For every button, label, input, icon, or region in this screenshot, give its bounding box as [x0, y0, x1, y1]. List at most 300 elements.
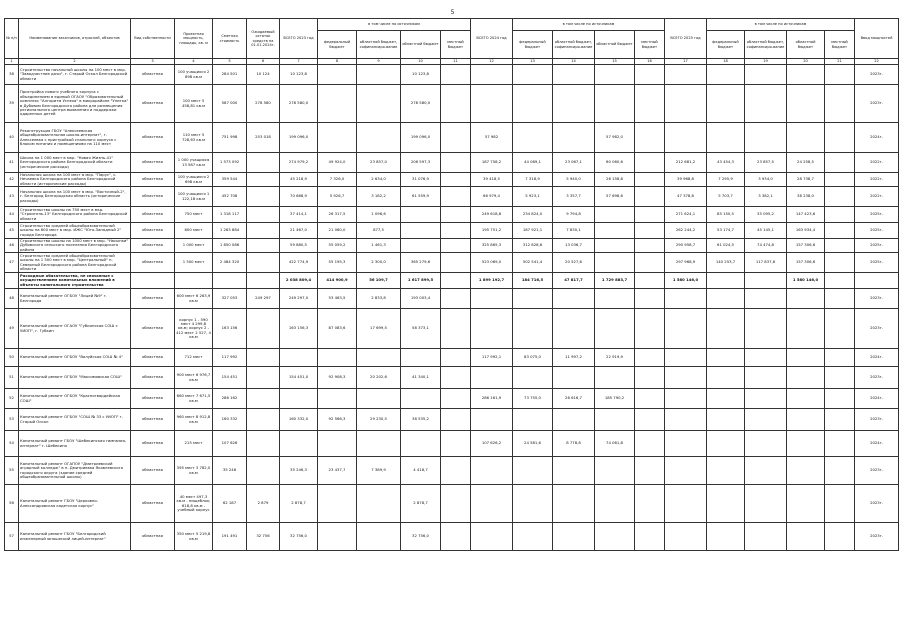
regional-cofin-2023 — [357, 349, 401, 367]
table-row — [5, 389, 899, 409]
total-2023: 249 297,0 — [280, 289, 318, 309]
estimate-cost: 286 162 — [213, 389, 247, 409]
federal-2023: 7 326,0 — [318, 173, 357, 187]
column-index-cell: 20 — [787, 59, 825, 65]
total-2024 — [471, 409, 513, 431]
regional-cofin-2024: 11 997,2 — [553, 349, 595, 367]
federal-2024: 83 075,0 — [513, 349, 553, 367]
column-index-cell: 10 — [401, 59, 441, 65]
local-2024 — [635, 153, 665, 173]
regional-2024 — [595, 65, 635, 85]
federal-2025 — [707, 409, 745, 431]
ownership: областная — [131, 431, 175, 457]
federal-2023: 55 059,2 — [318, 239, 357, 253]
federal-2025 — [707, 349, 745, 367]
row-number: 54 — [5, 431, 19, 457]
local-2024 — [635, 173, 665, 187]
federal-2025: 85 150,5 — [707, 207, 745, 223]
regional-2024: 60 060,6 — [595, 153, 635, 173]
regional-cofin-2023 — [357, 431, 401, 457]
total-2023: 154 451,0 — [280, 367, 318, 389]
header-regional-2023: областной бюджет — [401, 31, 441, 59]
federal-2024 — [513, 485, 553, 523]
estimate-cost: 1 850 086 — [213, 239, 247, 253]
local-2024 — [635, 367, 665, 389]
row-number: 47 — [5, 253, 19, 273]
regional-2025 — [787, 389, 825, 409]
object-name: Строительство школы на 1000 мест в мкр. "Насыпки" Дубовского сельского поселения Белгородского района — [19, 239, 131, 253]
total-2023 — [280, 389, 318, 409]
total-2025 — [665, 389, 707, 409]
table-row — [5, 485, 899, 523]
estimate-cost: 163 156 — [213, 309, 247, 349]
regional-2024 — [595, 223, 635, 239]
regional-2023 — [401, 239, 441, 253]
capacity: 1 500 мест — [175, 253, 213, 273]
row-number: 57 — [5, 523, 19, 551]
regional-2025 — [787, 309, 825, 349]
regional-2023: 278 580,0 — [401, 85, 441, 123]
federal-2023 — [318, 65, 357, 85]
regional-2024 — [595, 367, 635, 389]
local-2024 — [635, 431, 665, 457]
local-2024 — [635, 207, 665, 223]
federal-2023: 414 900,9 — [318, 273, 357, 289]
regional-2023: 193 003,4 — [401, 289, 441, 309]
table-row — [5, 289, 899, 309]
federal-2023: 23 437,7 — [318, 457, 357, 485]
ownership: областная — [131, 223, 175, 239]
total-2024 — [471, 367, 513, 389]
regional-cofin-2024: 5 940,0 — [553, 173, 595, 187]
expected-balance — [247, 367, 280, 389]
federal-2025: 53 174,7 — [707, 223, 745, 239]
regional-2025: 38 238,0 — [787, 187, 825, 207]
page-number: 5 — [450, 9, 455, 16]
total-2023 — [280, 349, 318, 367]
object-name: Капитальный ремонт ОГБОУ "Максимовская СОШ" — [19, 367, 131, 389]
regional-2024: 22 919,9 — [595, 349, 635, 367]
total-2024 — [471, 523, 513, 551]
local-2024 — [635, 273, 665, 289]
completion-year: 2024г. — [855, 349, 899, 367]
federal-2023 — [318, 523, 357, 551]
column-index-cell: 15 — [595, 59, 635, 65]
table-row — [5, 367, 899, 389]
completion-year: 2023г. — [855, 367, 899, 389]
column-index-cell: 22 — [855, 59, 899, 65]
table-row — [5, 253, 899, 273]
federal-2024: 184 716,5 — [513, 273, 553, 289]
header-expected: Ожидаемый остаток средств на 01.01.2024г. — [247, 19, 280, 59]
column-index-cell: 13 — [513, 59, 553, 65]
regional-2023: 2 878,7 — [401, 485, 441, 523]
total-2023: 35 246,3 — [280, 457, 318, 485]
local-2025 — [825, 523, 855, 551]
table-row — [5, 123, 899, 153]
local-2023 — [441, 349, 471, 367]
capacity: 1 000 учащихся 13 587 кв.м — [175, 153, 213, 173]
total-2025 — [665, 349, 707, 367]
regional-2023: 61 559,9 — [401, 187, 441, 207]
federal-2023: 92 566,3 — [318, 409, 357, 431]
regional-2025 — [787, 431, 825, 457]
column-index-cell: 18 — [707, 59, 745, 65]
federal-2024: 234 824,0 — [513, 207, 553, 223]
capacity: 110 мест 5 728,63 кв.м — [175, 123, 213, 153]
federal-2025 — [707, 431, 745, 457]
object-name: Капитальный ремонт ОГБОУ "СОШ № 33 с УИОП" г. Старый Оскол — [19, 409, 131, 431]
local-2023 — [441, 309, 471, 349]
federal-2023: 55 195,3 — [318, 253, 357, 273]
regional-cofin-2023: 2 833,8 — [357, 289, 401, 309]
budget-table — [4, 18, 899, 551]
regional-2024 — [595, 523, 635, 551]
local-2023 — [441, 153, 471, 173]
completion-year: 2022г. — [855, 173, 899, 187]
total-2023: 422 774,9 — [280, 253, 318, 273]
expected-balance — [247, 187, 280, 207]
header-sources-2023: в том числе по источникам — [318, 19, 471, 31]
regional-cofin-2023 — [357, 65, 401, 85]
row-number: 39 — [5, 85, 19, 123]
capacity: 1 000 мест — [175, 239, 213, 253]
federal-2025: 7 295,9 — [707, 173, 745, 187]
regional-2025 — [787, 85, 825, 123]
capacity: 100 мест 5 458,81 кв.м — [175, 85, 213, 123]
federal-2024 — [513, 367, 553, 389]
regional-2023: 365 279,6 — [401, 253, 441, 273]
total-2025: 39 968,8 — [665, 173, 707, 187]
expected-balance: 249 297 — [247, 289, 280, 309]
object-name: Начальная школа на 100 мест в мкр. "Парус", с. Нечаевка Белгородского района Белгородской области (исторические расходы) — [19, 173, 131, 187]
row-number: 44 — [5, 207, 19, 223]
ownership — [131, 273, 175, 289]
estimate-cost: 154 451 — [213, 367, 247, 389]
federal-2023: 49 924,0 — [318, 153, 357, 173]
regional-2025: 24 258,5 — [787, 153, 825, 173]
row-number: 45 — [5, 223, 19, 239]
expected-balance — [247, 457, 280, 485]
ownership: областная — [131, 309, 175, 349]
total-2024: 1 899 192,7 — [471, 273, 513, 289]
completion-year: 2023г. — [855, 457, 899, 485]
ownership: областная — [131, 409, 175, 431]
total-2023: 278 580,0 — [280, 85, 318, 123]
total-2025: 212 681,2 — [665, 153, 707, 173]
ownership: областная — [131, 523, 175, 551]
local-2023 — [441, 253, 471, 273]
federal-2025 — [707, 389, 745, 409]
total-2025 — [665, 289, 707, 309]
regional-cofin-2024 — [553, 523, 595, 551]
regional-cofin-2025 — [745, 367, 787, 389]
capacity: 712 мест — [175, 349, 213, 367]
regional-2023: 199 096,0 — [401, 123, 441, 153]
regional-2023: 31 076,9 — [401, 173, 441, 187]
header-no: № п/п — [5, 19, 19, 59]
regional-2023 — [401, 223, 441, 239]
regional-2025: 28 738,7 — [787, 173, 825, 187]
header-regional-cofin-2023: областной бюджет, софинансиро-вание — [357, 31, 401, 59]
federal-2025 — [707, 65, 745, 85]
completion-year: 2025г. — [855, 253, 899, 273]
local-2025 — [825, 485, 855, 523]
federal-2024 — [513, 85, 553, 123]
regional-cofin-2023: 3 182,2 — [357, 187, 401, 207]
federal-2024: 44 089,1 — [513, 153, 553, 173]
capacity: 750 мест — [175, 207, 213, 223]
regional-cofin-2024 — [553, 65, 595, 85]
local-2024 — [635, 85, 665, 123]
regional-cofin-2024 — [553, 367, 595, 389]
header-ownership: Вид собственности — [131, 19, 175, 59]
header-sources-2024: в том числе по источникам — [513, 19, 665, 31]
table-row — [5, 349, 899, 367]
local-2023 — [441, 389, 471, 409]
total-2024: 66 979,4 — [471, 187, 513, 207]
regional-cofin-2025: 117 837,6 — [745, 253, 787, 273]
object-name: Строительство начальной школы на 100 мест в мкр. "Заводчастние дачи", г. Старый Оскол Белгородской области — [19, 65, 131, 85]
total-2024: 107 626,2 — [471, 431, 513, 457]
column-index-cell: 19 — [745, 59, 787, 65]
completion-year — [855, 273, 899, 289]
federal-2025 — [707, 457, 745, 485]
column-index-cell: 16 — [635, 59, 665, 65]
local-2025 — [825, 457, 855, 485]
completion-year: 2023г. — [855, 523, 899, 551]
column-index-cell: 9 — [357, 59, 401, 65]
total-2024: 523 069,0 — [471, 253, 513, 273]
federal-2023: 92 908,3 — [318, 367, 357, 389]
object-name: Капитальный ремонт ОГБОУ "Красногвардейская СОШ" — [19, 389, 131, 409]
completion-year: 2023г. — [855, 85, 899, 123]
subtotal-row — [5, 273, 899, 289]
regional-cofin-2025 — [745, 409, 787, 431]
regional-2025 — [787, 523, 825, 551]
federal-2024: 7 318,9 — [513, 173, 553, 187]
expected-balance — [247, 153, 280, 173]
local-2025 — [825, 85, 855, 123]
column-index-cell: 17 — [665, 59, 707, 65]
total-2025: 262 244,2 — [665, 223, 707, 239]
ownership: областная — [131, 65, 175, 85]
expected-balance: 278 580 — [247, 85, 280, 123]
estimate-cost: 62 187 — [213, 485, 247, 523]
total-2025 — [665, 523, 707, 551]
regional-cofin-2024: 13 036,7 — [553, 239, 595, 253]
capacity: 100 учащихся 2 898 кв.м — [175, 65, 213, 85]
estimate-cost: 160 332 — [213, 409, 247, 431]
total-2025 — [665, 65, 707, 85]
table-body — [5, 65, 899, 551]
regional-2023: 58 373,1 — [401, 309, 441, 349]
regional-cofin-2023: 7 389,9 — [357, 457, 401, 485]
row-number: 48 — [5, 289, 19, 309]
federal-2024: 502 541,4 — [513, 253, 553, 273]
regional-cofin-2023: 2 634,0 — [357, 173, 401, 187]
ownership: областная — [131, 207, 175, 223]
federal-2023: 21 060,0 — [318, 223, 357, 239]
object-name: Строительство школы на 750 мест в мкр. "Строитель-13" Белгородского района Белгородской области — [19, 207, 131, 223]
federal-2023: 87 083,6 — [318, 309, 357, 349]
expected-balance: 253 018 — [247, 123, 280, 153]
total-2025 — [665, 309, 707, 349]
regional-cofin-2025: 35 095,2 — [745, 207, 787, 223]
local-2024 — [635, 457, 665, 485]
federal-2023 — [318, 431, 357, 457]
total-2023: 45 218,9 — [280, 173, 318, 187]
regional-2024: 57 698,6 — [595, 187, 635, 207]
regional-cofin-2025 — [745, 431, 787, 457]
ownership: областная — [131, 367, 175, 389]
column-index-cell: 11 — [441, 59, 471, 65]
ownership: областная — [131, 173, 175, 187]
local-2023 — [441, 223, 471, 239]
completion-year: 2024г. — [855, 431, 899, 457]
local-2025 — [825, 187, 855, 207]
regional-cofin-2024: 3 357,7 — [553, 187, 595, 207]
completion-year: 2025г. — [855, 223, 899, 239]
local-2025 — [825, 153, 855, 173]
total-2023: 274 979,2 — [280, 153, 318, 173]
expected-balance — [247, 223, 280, 239]
federal-2024: 24 581,6 — [513, 431, 553, 457]
federal-2025 — [707, 485, 745, 523]
row-number: 43 — [5, 187, 19, 207]
regional-cofin-2025: 3 382,1 — [745, 187, 787, 207]
federal-2024 — [513, 123, 553, 153]
total-2025 — [665, 367, 707, 389]
header-local-2023: местный бюджет — [441, 31, 471, 59]
regional-2025 — [787, 65, 825, 85]
regional-cofin-2023 — [357, 85, 401, 123]
total-2025 — [665, 457, 707, 485]
local-2024 — [635, 187, 665, 207]
federal-2024: 312 828,6 — [513, 239, 553, 253]
completion-year: 2022г. — [855, 187, 899, 207]
regional-cofin-2025 — [745, 123, 787, 153]
capacity: корпус 1 - 590 мест 4 299,8 кв.м; корпус 2 - 412 мест 2 527, 4 кв.м — [175, 309, 213, 349]
ownership: областная — [131, 349, 175, 367]
regional-cofin-2025 — [745, 309, 787, 349]
completion-year: 2024г. — [855, 123, 899, 153]
total-2025: 271 624,1 — [665, 207, 707, 223]
regional-cofin-2024: 7 830,1 — [553, 223, 595, 239]
estimate-cost: 35 246 — [213, 457, 247, 485]
capacity: 960 мест 8 912,8 кв.м — [175, 409, 213, 431]
federal-2023 — [318, 485, 357, 523]
object-name: Расходные обязательства, не связанные с осуществлением капитальных вложений в объекты капитального строительства — [19, 273, 131, 289]
local-2025 — [825, 223, 855, 239]
total-2024: 117 992,1 — [471, 349, 513, 367]
header-regional-cofin-2024: областной бюджет, софинансиро-вание — [553, 31, 595, 59]
table-row — [5, 173, 899, 187]
local-2024 — [635, 65, 665, 85]
regional-2024 — [595, 457, 635, 485]
federal-2025: 140 253,7 — [707, 253, 745, 273]
local-2025 — [825, 431, 855, 457]
expected-balance — [247, 431, 280, 457]
federal-2025: 5 703,7 — [707, 187, 745, 207]
estimate-cost: 587 000 — [213, 85, 247, 123]
object-name: Капитальный ремонт ГБОУ "Шебекинская гимназия-интернат" г. Шебекино — [19, 431, 131, 457]
local-2025 — [825, 409, 855, 431]
regional-2024: 26 158,8 — [595, 173, 635, 187]
federal-2023: 5 926,7 — [318, 187, 357, 207]
capacity: 600 мест — [175, 223, 213, 239]
column-index-cell: 3 — [131, 59, 175, 65]
local-2024 — [635, 239, 665, 253]
total-2024: 286 161,9 — [471, 389, 513, 409]
local-2025 — [825, 389, 855, 409]
local-2023 — [441, 65, 471, 85]
federal-2025: 61 024,5 — [707, 239, 745, 253]
regional-2024 — [595, 239, 635, 253]
regional-2024 — [595, 485, 635, 523]
federal-2023 — [318, 349, 357, 367]
total-2023: 59 880,5 — [280, 239, 318, 253]
local-2023 — [441, 173, 471, 187]
expected-balance — [247, 409, 280, 431]
regional-2024: 57 982,0 — [595, 123, 635, 153]
table-row — [5, 431, 899, 457]
column-index-cell: 14 — [553, 59, 595, 65]
total-2024 — [471, 309, 513, 349]
federal-2025 — [707, 85, 745, 123]
ownership: областная — [131, 289, 175, 309]
regional-cofin-2024: 20 527,6 — [553, 253, 595, 273]
header-regional-2024: областной бюджет — [595, 31, 635, 59]
regional-2025 — [787, 457, 825, 485]
row-number: 50 — [5, 349, 19, 367]
header-federal-2023: федеральный бюджет — [318, 31, 357, 59]
ownership: областная — [131, 239, 175, 253]
regional-2024 — [595, 409, 635, 431]
estimate-cost: 1 318 117 — [213, 207, 247, 223]
regional-cofin-2025 — [745, 85, 787, 123]
federal-2024 — [513, 309, 553, 349]
regional-2024: 74 061,8 — [595, 431, 635, 457]
total-2024: 195 751,2 — [471, 223, 513, 239]
header-total-2025: ВСЕГО 2025 год — [665, 19, 707, 59]
estimate-cost: 452 708 — [213, 187, 247, 207]
regional-cofin-2025: 45 145,1 — [745, 223, 787, 239]
total-2025: 47 378,8 — [665, 187, 707, 207]
federal-2025 — [707, 309, 745, 349]
regional-cofin-2023 — [357, 123, 401, 153]
estimate-cost: 2 484 320 — [213, 253, 247, 273]
local-2025 — [825, 253, 855, 273]
regional-2023: 4 418,7 — [401, 457, 441, 485]
total-2023: 70 668,9 — [280, 187, 318, 207]
regional-2024: 1 729 883,7 — [595, 273, 635, 289]
regional-2023: 32 756,0 — [401, 523, 441, 551]
capacity: 100 учащихся 1 122,18 кв.м — [175, 187, 213, 207]
regional-cofin-2024: 47 817,7 — [553, 273, 595, 289]
regional-2025: 157 306,6 — [787, 253, 825, 273]
total-2024 — [471, 457, 513, 485]
total-2023: 2 878,7 — [280, 485, 318, 523]
regional-2025: 147 423,6 — [787, 207, 825, 223]
ownership: областная — [131, 457, 175, 485]
expected-balance — [247, 309, 280, 349]
column-index-cell: 1 — [5, 59, 19, 65]
total-2025 — [665, 485, 707, 523]
header-local-2025: местный бюджет — [825, 31, 855, 59]
federal-2023 — [318, 123, 357, 153]
regional-cofin-2025 — [745, 485, 787, 523]
